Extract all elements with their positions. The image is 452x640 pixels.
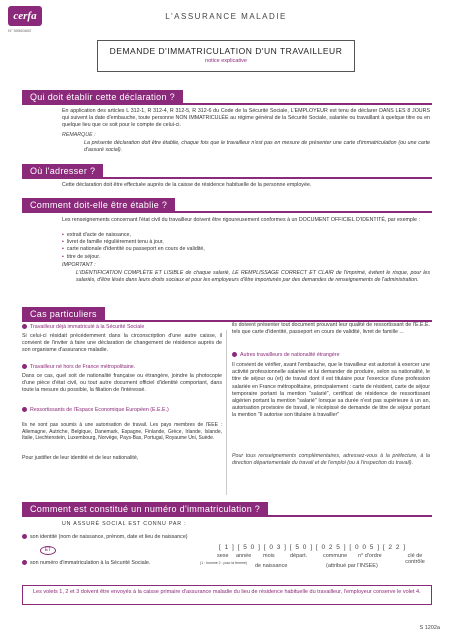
cerfa-number: N° 50560#02: [8, 28, 32, 33]
text-registered: Si celui-ci résidait précédemment dans la circonscription d'une autre caisse, il convient de l'inviter à faire une déclaration de changement de résidence auprès de son organisme d'assurance maladie.: [22, 333, 222, 354]
main-title: DEMANDE D'IMMATRICULATION D'UN TRAVAILLEUR: [109, 46, 343, 56]
label-sex-note: (1 : homme 2 : pour la femme): [200, 561, 248, 565]
section-title-who: Qui doit établir cette déclaration ?: [22, 90, 183, 104]
label-birth: de naissance: [255, 563, 288, 569]
bullet-icon: [22, 534, 27, 539]
text-eee-identity: Pour justifier de leur identité et de leur nationalité,: [22, 455, 139, 461]
identity-item: son identité (nom de naissance, prénom, date et lieu de naissance): [22, 534, 242, 541]
bullet-icon: [22, 407, 27, 412]
footer-note: Les volets 1, 2 et 3 doivent être envoyés à la caisse primaire d'assurance maladie du lieu de résidence habituelle du travailleur, l'employeur conserve le volet 4.: [22, 585, 432, 605]
label-insee: (attribué par l'INSEE): [326, 563, 378, 569]
bullet-icon: [22, 560, 27, 565]
label-month: mois: [263, 553, 275, 559]
column-divider: [226, 330, 227, 495]
section-text-how: Les renseignements concernant l'état civil du travailleur doivent être rigoureusement conformes à un DOCUMENT OFFICIEL D'IDENTITÉ, par exemple :: [62, 217, 420, 223]
text-eee: Ils ne sont pas soumis à une autorisation de travail. Les pays membres de l'EEE : Allemagne, Autriche, Belgique, Danemark, Espagne, Finlande, Grèce, Irlande, Islande, Italie, Liechtenstein, Luxembourg, Norvège, Pays-Bas, Portugal, Royaume Uni, Suède.: [22, 422, 222, 442]
subheading-foreign: Autres travailleurs de nationalité étrangère: [232, 352, 430, 359]
text-eee-documents: ils doivent présenter tout document prouvant leur qualité de ressortissant de l'E.E.E. tels que carte d'identité, passeport en cours de validité, livret de famille ...: [232, 322, 430, 336]
bullet-icon: [22, 324, 27, 329]
bullet-icon: [22, 364, 27, 369]
top-title: L'ASSURANCE MALADIE: [165, 12, 287, 21]
remark-label: REMARQUE :: [62, 132, 96, 138]
label-commune: commune: [323, 553, 348, 559]
text-further-info: Pour tous renseignements complémentaires, adressez-vous à la préfecture, à la direction départementale du travail et de l'emploi (ou à l'inspection du travail).: [232, 453, 430, 467]
section-title-special-cases: Cas particuliers: [22, 307, 105, 321]
section-text-who: En application des articles L 312-1, R 312-4, R 312-5, R 312-6 du Code de la Sécurité Sociale, L'EMPLOYEUR est tenu de déclarer DANS LES 8 JOURS qui suivent la date d'embauche, toute personne NON IMMATRICULÉE au régime général de la Sécurité Sociale, salariée ou travaillant à quelque titre ou en quelque lieu que ce soit pour le compte de celui-ci.: [62, 108, 430, 129]
number-item: son numéro d'immatriculation à la Sécurité Sociale.: [22, 560, 222, 567]
and-badge: ET: [40, 546, 56, 555]
label-year: année: [236, 553, 252, 559]
label-check-key: clé de contrôle: [405, 553, 425, 565]
list-item: ▪ extrait d'acte de naissance,: [62, 232, 430, 239]
text-foreign: Il convient de vérifier, avant l'embauche, que le travailleur est autorisé à exercer une activité professionnelle salariée et lui demander de produire, selon sa nationalité, le titre de séjour ou (et) de travail dont il est titulaire pour l'exercice d'une profession salariée en France métropolitaine, principalement : carte de résident, carte de séjour temporaire portant la mention "salarié", certificat de résidence de ressortissant algérien portant la mention "salarié" lorsque sa durée n'est pas supérieure à un an, autorisation provisoire de travail, le récépissé de demande de titre de séjour portant la mention "Il autorise son titulaire à travailler": [232, 362, 430, 419]
important-text: L'IDENTIFICATION COMPLÈTE ET LISIBLE de chaque salarié, LE REMPLISSAGE CORRECT ET CLAIR de l'imprimé, évitent le risque, pour les salariés, d'être lésés dans leurs droits sociaux et pour les employeurs d'être importunés par des demandes de renseignements de l'administration.: [76, 270, 430, 284]
label-department: départ.: [290, 553, 308, 559]
list-item: ▪ titre de séjour.: [62, 254, 430, 261]
remark-text: La présente déclaration doit être établie, chaque fois que le travailleur n'est pas en mesure de présenter une carte d'immatriculation (ou une carte d'assuré social).: [84, 140, 430, 154]
section-title-where: Où l'adresser ?: [22, 164, 103, 178]
subheading-eee: Ressortissants de l'Espace Economique Européen (E.E.E.): [22, 407, 222, 414]
subheading-born-abroad: Travailleur né hors de France métropolitaine.: [22, 364, 222, 371]
known-label: UN ASSURÉ SOCIAL EST CONNU PAR :: [62, 521, 187, 527]
sample-number: [ 1 ] [ 5 0 ] [ 0 3 ] [ 5 0 ] [ 0 2 5 ] [ 0 0 5 ] [ 2 2 ]: [219, 544, 407, 551]
section-title-how: Comment doit-elle être établie ?: [22, 198, 175, 212]
list-item: ▪ carte nationale d'identité ou passeport en cours de validité,: [62, 246, 430, 253]
label-sex: sexe: [217, 553, 229, 559]
page-code: S 1202a: [419, 625, 440, 631]
bullet-icon: [232, 352, 237, 357]
subheading-registered: Travailleur déjà immatriculé à la Sécurité Sociale: [22, 324, 222, 331]
main-title-box: [97, 40, 355, 72]
section-title-number: Comment est constitué un numéro d'immatriculation ?: [22, 502, 268, 516]
subtitle: notice explicative: [205, 58, 247, 64]
label-order: n° d'ordre: [358, 553, 382, 559]
section-text-where: Cette déclaration doit être effectuée auprès de la caisse de résidence habituelle de la personne employée.: [62, 182, 312, 188]
text-born-abroad: Dans ce cas, quel soit de nationalité française ou étrangère, joindre la photocopie d'une pièce d'état civil, ou tout autre document officiel d'identité comportant, dans toute la mesure du possible, la filiation de l'intéressé.: [22, 373, 222, 394]
cerfa-logo: cerfa: [8, 6, 42, 26]
document-list: [62, 232, 430, 261]
list-item: ▪ livret de famille régulièrement tenu à jour,: [62, 239, 430, 246]
important-label: IMPORTANT :: [62, 262, 96, 268]
